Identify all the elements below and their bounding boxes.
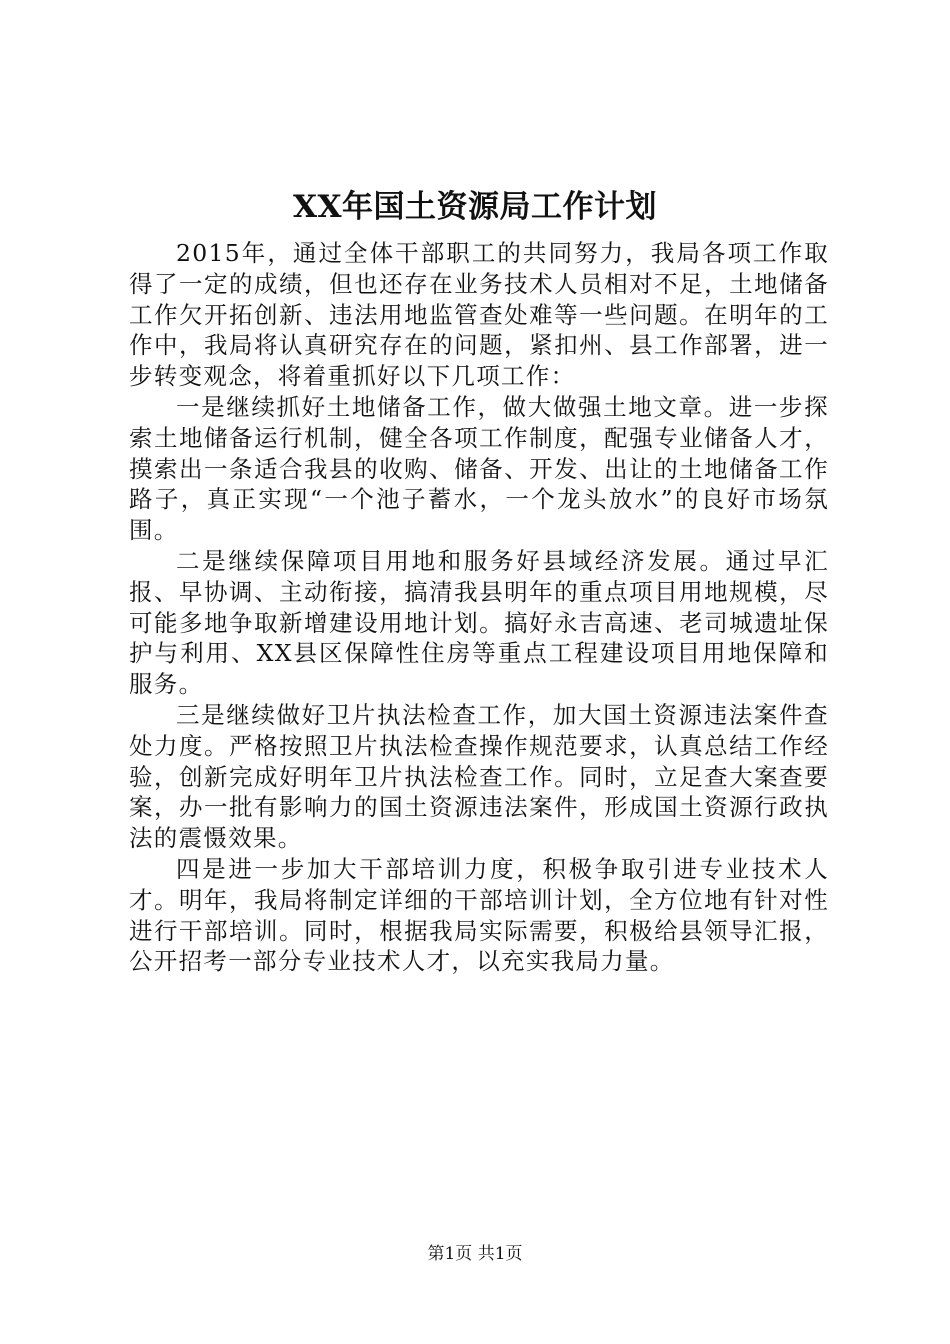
page-footer: 第1页 共1页 (427, 1244, 523, 1264)
paragraph-item-4: 四是进一步加大干部培训力度，积极争取引进专业技术人才。明年，我局将制定详细的干部培训计划，全方位地有针对性进行干部培训。同时，根据我局实际需要，积极给县领导汇报，公开招考一部分专业技术人才，以充实我局力量。 (129, 854, 829, 976)
paragraph-item-2: 二是继续保障项目用地和服务好县域经济发展。通过早汇报、早协调、主动衔接，搞清我县明年的重点项目用地规模，尽可能多地争取新增建设用地计划。搞好永吉高速、老司城遗址保护与利用、XX县区保障性住房等重点工程建设项目用地保障和服务。 (129, 546, 829, 699)
document-title: XX年国土资源局工作计划 (292, 189, 658, 225)
document-body (129, 238, 829, 977)
paragraph-item-1: 一是继续抓好土地储备工作，做大做强土地文章。进一步探索土地储备运行机制，健全各项工作制度，配强专业储备人才，摸索出一条适合我县的收购、储备、开发、出让的土地储备工作路子，真正实现“一个池子蓄水，一个龙头放水”的良好市场氛围。 (129, 392, 829, 545)
paragraph-item-3: 三是继续做好卫片执法检查工作，加大国土资源违法案件查处力度。严格按照卫片执法检查操作规范要求，认真总结工作经验，创新完成好明年卫片执法检查工作。同时，立足查大案查要案，办一批有影响力的国土资源违法案件，形成国土资源行政执法的震慑效果。 (129, 700, 829, 853)
paragraph-intro: 2015年，通过全体干部职工的共同努力，我局各项工作取得了一定的成绩，但也还存在业务技术人员相对不足，土地储备工作欠开拓创新、违法用地监管查处难等一些问题。在明年的工作中，我局将认真研究存在的问题，紧扣州、县工作部署，进一步转变观念，将着重抓好以下几项工作： (129, 239, 829, 391)
